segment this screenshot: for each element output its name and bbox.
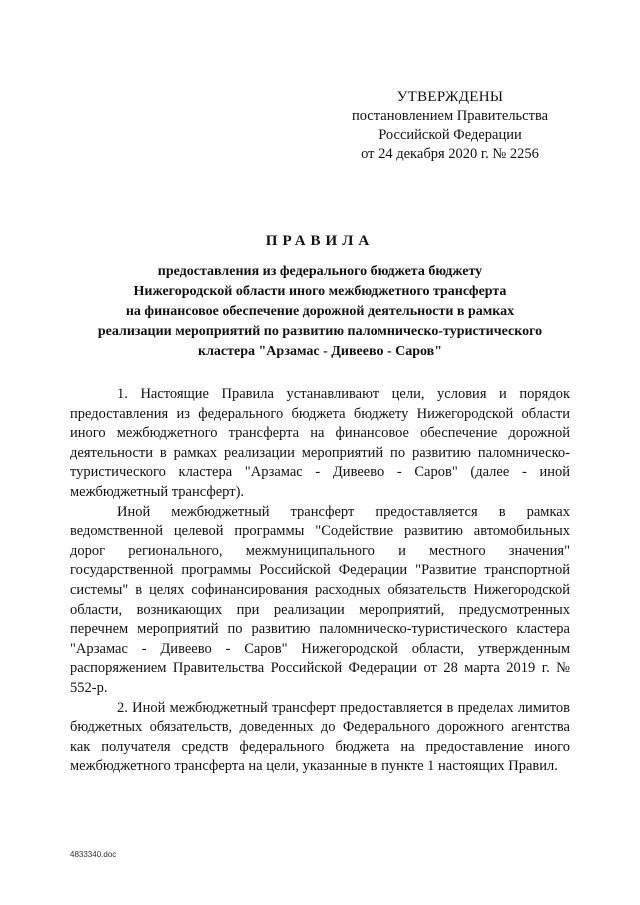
approval-stamp [340,88,560,164]
paragraph-2: Иной межбюджетный трансферт предоставляется в рамках ведомственной целевой программы "Содействие развитию автомобильных дорог регионального, межмуниципального и местного значения" государственной программы Российской Федерации "Развитие транспортной системы" в целях софинансирования расходных обязательств Нижегородской области, возникающих при реализации мероприятий, предусмотренных перечнем мероприятий по развитию паломническо-туристического кластера "Арзамас - Дивеево - Саров" Нижегородской области, утвержденным распоряжением Правительства Российской Федерации от 28 марта 2019 г. № 552-р. [70,503,570,696]
document-subtitle [70,262,570,362]
document-body [70,385,570,777]
paragraph-3: 2. Иной межбюджетный трансферт предоставляется в пределах лимитов бюджетных обязательств, доведенных до Федерального дорожного агентства как получателя средств федерального бюджета на предоставление иного межбюджетного трансферта на цели, указанные в пункте 1 настоящих Правил. [70,699,570,775]
document-title: ПРАВИЛА [265,233,375,249]
approval-line-1: постановлением Правительства [351,108,549,124]
approval-line-2: Российской Федерации [378,127,522,143]
subtitle-line-2: Нижегородской области иного межбюджетного трансферта [133,284,507,299]
paragraph-1: 1. Настоящие Правила устанавливают цели, условия и порядок предоставления из федерального бюджета бюджету Нижегородской области иного межбюджетного трансферта на финансовое обеспечение дорожной деятельности в рамках реализации мероприятий по развитию паломническо-туристического кластера "Арзамас - Дивеево - Саров" (далее - иной межбюджетный трансферт). [70,386,570,500]
subtitle-line-3: на финансовое обеспечение дорожной деятельности в рамках [125,304,515,319]
approval-line-3: от 24 декабря 2020 г. № 2256 [361,146,539,162]
subtitle-line-4: реализации мероприятий по развитию паломническо-туристического [97,324,543,339]
approval-heading: УТВЕРЖДЕНЫ [396,89,504,105]
file-reference: 4833340.doc [70,850,117,859]
subtitle-line-5: кластера "Арзамас - Дивеево - Саров" [198,344,442,359]
subtitle-line-1: предоставления из федерального бюджета бюджету [157,264,483,279]
